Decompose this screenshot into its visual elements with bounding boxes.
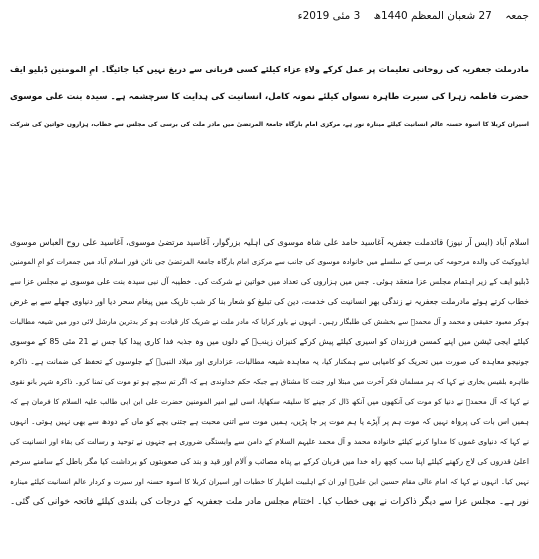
dateline-gregorian-date: 3 مئی 2019ء xyxy=(297,10,361,22)
article-line: نہیں کیا۔ انہوں نے کہا کہ امام عالی مقام حسین ابن علیؑ اور ان کے اہلبیت اطہار کا خطبات اور اسیران کربلا کا اسوہ حسنہ اور سیرت و کردار عالم انسانیت کیلئے مینارہ xyxy=(10,477,529,486)
article-line: ہوکر معبود حقیقی و محمد و آل محمدؐ سے بخشش کی طلبگار رہیں۔ انہوں نے باور کرایا کہ مادر ملت نے شریک کار قیادت ہو کر بدترین مارشل لائی دور میں شیعہ مطالبات xyxy=(10,317,529,326)
article-line: کیلئے ایجی ٹیشن میں اپنے کمسن فرزندان کو اسیری کیلئے پیش کرکے کنیزان زینبؑ کے دلوں میں وہ جذبہ فدا کاری پیدا کیا جس نے 21 مئی 85 کے موسوی xyxy=(10,337,529,346)
headline xyxy=(10,56,529,139)
headline-line: اسیران کربلا کا اسوہ حسنہ عالم انسانیت کیلئے مینارہ نور ہے، مرکزی امام بارگاہ جامعۃ المرتضیٰ میں مادر ملت کی برسی کی مجلس سے خطاب، ہزاروں خواتین کی شرکت xyxy=(10,121,529,128)
dateline xyxy=(10,8,529,24)
article-line: نور ہے۔ مجلس عزا سے دیگر ذاکرات نے بھی خطاب کیا۔ اختتام مجلس مادر ملت جعفریہ کے درجات کی بلندی کیلئے فاتحہ خوانی کی گئی۔ xyxy=(10,497,529,507)
article-line: خطاب کرتے ہوئے مادرملت جعفریہ نے زندگی بھر انسانیت کی خدمت، دین کی تبلیغ کو شعار بنا کر شب تاریک میں پیغام سحر دیا اور دنیاوی جھلے سے بے غرض xyxy=(10,297,529,306)
article-line: ڈبلیو ایف کے زیر اہتمام مجلس عزا منعقد ہوئی۔ جس میں ہزاروں کی تعداد میں خواتین نے شرکت کی۔ خطیبہ آل نبی سیدہ بنت علی موسوی نے مجلس عزا سے xyxy=(10,277,529,286)
headline-line: مادرملت جعفریہ کی روحانی تعلیمات پر عمل کرکے ولاءِ عزاء کیلئے کسی قربانی سے دریغ نہیں کیا جائیگا۔ امِ المومنین ڈبلیو ایف xyxy=(10,64,529,74)
headline-line: حضرت فاطمہ زہرا کی سیرت طاہرہ نسواں کیلئے نمونہ کامل، انسانیت کی ہدایت کا سرچشمہ ہے۔ سیدہ بنت علی موسوی xyxy=(10,91,529,102)
article-line: ہمیں اس بات کی پرواہ نہیں کہ موت ہم پر آپڑے یا ہم موت پر جا پڑیں، ہمیں موت سے اتنی محبت ہے جتنی بچے کو ماں کے دودھ سے بھی نہیں ہوتی۔ انہوں xyxy=(10,417,529,426)
article-line: جونیجو معاہدہ کی صورت میں تحریک کو کامیابی سے ہمکنار کیا، یہ معاہدہ شیعہ مطالبات، عزاداری اور میلاد النبیؐ کے جلوسوں کے تحفظ کی ضمانت ہے۔ ذاکرہ xyxy=(10,357,529,366)
article-line: اعلیٰ قدروں کی لاج رکھنے کیلئے اپنا سب کچھ راہ خدا میں قربان کرکے بے پناہ مصائب و آلام اور قید و بند کی صعوبتوں کو برداشت کیا مگر باطل کے سامنے سرخم xyxy=(10,457,529,466)
article-line: نے کہا کہ دنیاوی غموں کا مداوا کرنے کیلئے خانوادہ محمد و آل محمد علیہم السلام کے دامن سے وابستگی ضروری ہے جنہوں نے توحید و رسالت کی بقاء اور انسانیت کی xyxy=(10,437,529,446)
article-line: طاہرہ بلقیس بخاری نے کہا کہ ہر مسلمان فکر آخرت میں مبتلا اور جنت کا مشتاق ہے جبکہ حکم خداوندی ہے کہ اگر تم سچے ہو تو موت کی تمنا کرو۔ ذاکرہ شہر بانو نقوی xyxy=(10,377,529,386)
dateline-day: جمعہ xyxy=(505,10,529,22)
article-body xyxy=(10,232,529,512)
article-line: نے کہا کہ آل محمدؐ نے دنیا کو موت کی آنکھوں میں آنکھ ڈال کر جینے کا سلیقہ سکھایا، اسی لیے امیر المومنین حضرت علی ابن ابی طالب علیہ السلام کا فرمان ہے کہ xyxy=(10,397,529,406)
dateline-hijri-date: 27 شعبان المعظم 1440ھ xyxy=(373,10,492,22)
article-line: ایڈووکیٹ کی والدہ مرحومہ کی برسی کے سلسلے میں خانوادہ موسوی کی جانب سے مرکزی امام بارگاہ جامعۃ المرتضیٰ جی نائن فور اسلام آباد میں جمعرات کو امِ المومنین xyxy=(10,257,529,266)
article-line: اسلام آباد (ایس آر نیوز) قائدملت جعفریہ آغاسید حامد علی شاہ موسوی کی اہلیہ بزرگوار، آغاسید مرتضیٰ موسوی، آغاسید علی روح العباس موسوی xyxy=(10,237,529,247)
